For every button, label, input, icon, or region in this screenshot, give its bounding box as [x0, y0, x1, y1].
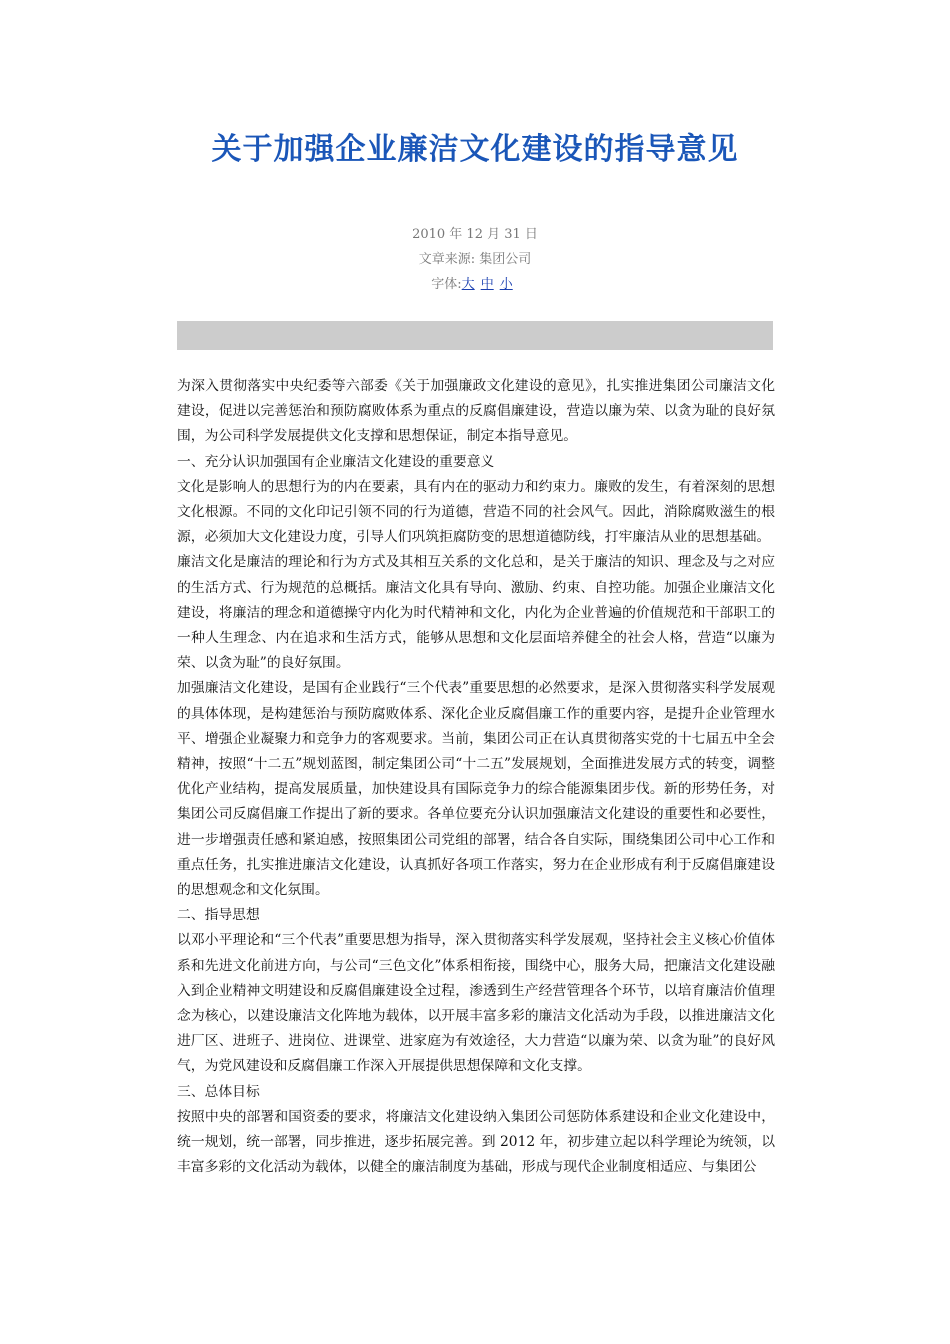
font-medium-link[interactable]: 中 [480, 277, 494, 292]
font-large-link[interactable]: 大 [461, 277, 475, 292]
font-size-label: 字体: [431, 277, 462, 292]
section-heading: 一、充分认识加强国有企业廉洁文化建设的重要意义 [177, 453, 495, 470]
body-paragraph: 文化是影响人的思想行为的内在要素，具有内在的驱动力和约束力。廉败的发生，有着深刻的思想文化根源。不同的文化印记引领不同的行为道德，营造不同的社会风气。因此，消除腐败滋生的根源，必须加大文化建设力度，引导人们巩筑拒腐防变的思想道德防线，打牢廉洁从业的思想基础。 [177, 478, 775, 546]
font-small-link[interactable]: 小 [499, 277, 513, 292]
body-paragraph: 廉洁文化是廉洁的理论和行为方式及其相互关系的文化总和，是关于廉洁的知识、理念及与之对应的生活方式、行为规范的总概括。廉洁文化具有导向、激励、约束、自控功能。加强企业廉洁文化建设，将廉洁的理念和道德操守内化为时代精神和文化，内化为企业普遍的价值规范和干部职工的一种人生理念、内在追求和生活方式，能够从思想和文化层面培养健全的社会人格，营造“以廉为荣、以贪为耻”的良好氛围。 [177, 554, 775, 672]
publish-date: 2010 年 12 月 31 日 [412, 227, 538, 242]
intro-paragraph: 为深入贯彻落实中央纪委等六部委《关于加强廉政文化建设的意见》，扎实推进集团公司廉洁文化建设，促进以完善惩治和预防腐败体系为重点的反腐倡廉建设，营造以廉为荣、以贪为耻的良好氛围，为公司科学发展提供文化支撑和思想保证，制定本指导意见。 [177, 378, 775, 445]
page-title: 关于加强企业廉洁文化建设的指导意见 [211, 132, 739, 167]
font-size-selector [0, 276, 950, 294]
body-paragraph: 以邓小平理论和“三个代表”重要思想为指导，深入贯彻落实科学发展观，坚持社会主义核心价值体系和先进文化前进方向，与公司“三色文化”体系相衔接，围绕中心，服务大局，把廉洁文化建设融入到企业精神文明建设和反腐倡廉建设全过程，渗透到生产经营管理各个环节，以培育廉洁价值理念为核心，以建设廉洁文化阵地为载体，以开展丰富多彩的廉洁文化活动为手段，以推进廉洁文化进厂区、进班子、进岗位、进课堂、进家庭为有效途径，大力营造“以廉为荣、以贪为耻”的良好风气，为党风建设和反腐倡廉工作深入开展提供思想保障和文化支撑。 [177, 932, 775, 1075]
divider-bar [177, 321, 773, 350]
article-source: 文章来源: 集团公司 [418, 252, 532, 267]
body-paragraph: 加强廉洁文化建设，是国有企业践行“三个代表”重要思想的必然要求，是深入贯彻落实科学发展观的具体体现，是构建惩治与预防腐败体系、深化企业反腐倡廉工作的重要内容，是提升企业管理水平、增强企业凝聚力和竞争力的客观要求。当前，集团公司正在认真贯彻落实党的十七届五中全会精神，按照“十二五”规划蓝图，制定集团公司“十二五”发展规划，全面推进发展方式的转变，调整优化产业结构，提高发展质量，加快建设具有国际竞争力的综合能源集团步伐。新的形势任务，对集团公司反腐倡廉工作提出了新的要求。各单位要充分认识加强廉洁文化建设的重要性和必要性，进一步增强责任感和紧迫感，按照集团公司党组的部署，结合各自实际，围绕集团公司中心工作和重点任务，扎实推进廉洁文化建设，认真抓好各项工作落实，努力在企业形成有利于反腐倡廉建设的思想观念和文化氛围。 [177, 680, 775, 899]
section-heading: 三、总体目标 [177, 1083, 260, 1100]
body-paragraph: 按照中央的部署和国资委的要求，将廉洁文化建设纳入集团公司惩防体系建设和企业文化建设中，统一规划，统一部署，同步推进，逐步拓展完善。到 2012 年，初步建立起以科学理论为统领，以丰富多彩的文化活动为载体，以健全的廉洁制度为基础，形成与现代企业制度相适应、与集团公 [177, 1108, 775, 1176]
section-heading: 二、指导思想 [177, 907, 260, 924]
article-body [177, 374, 775, 1181]
